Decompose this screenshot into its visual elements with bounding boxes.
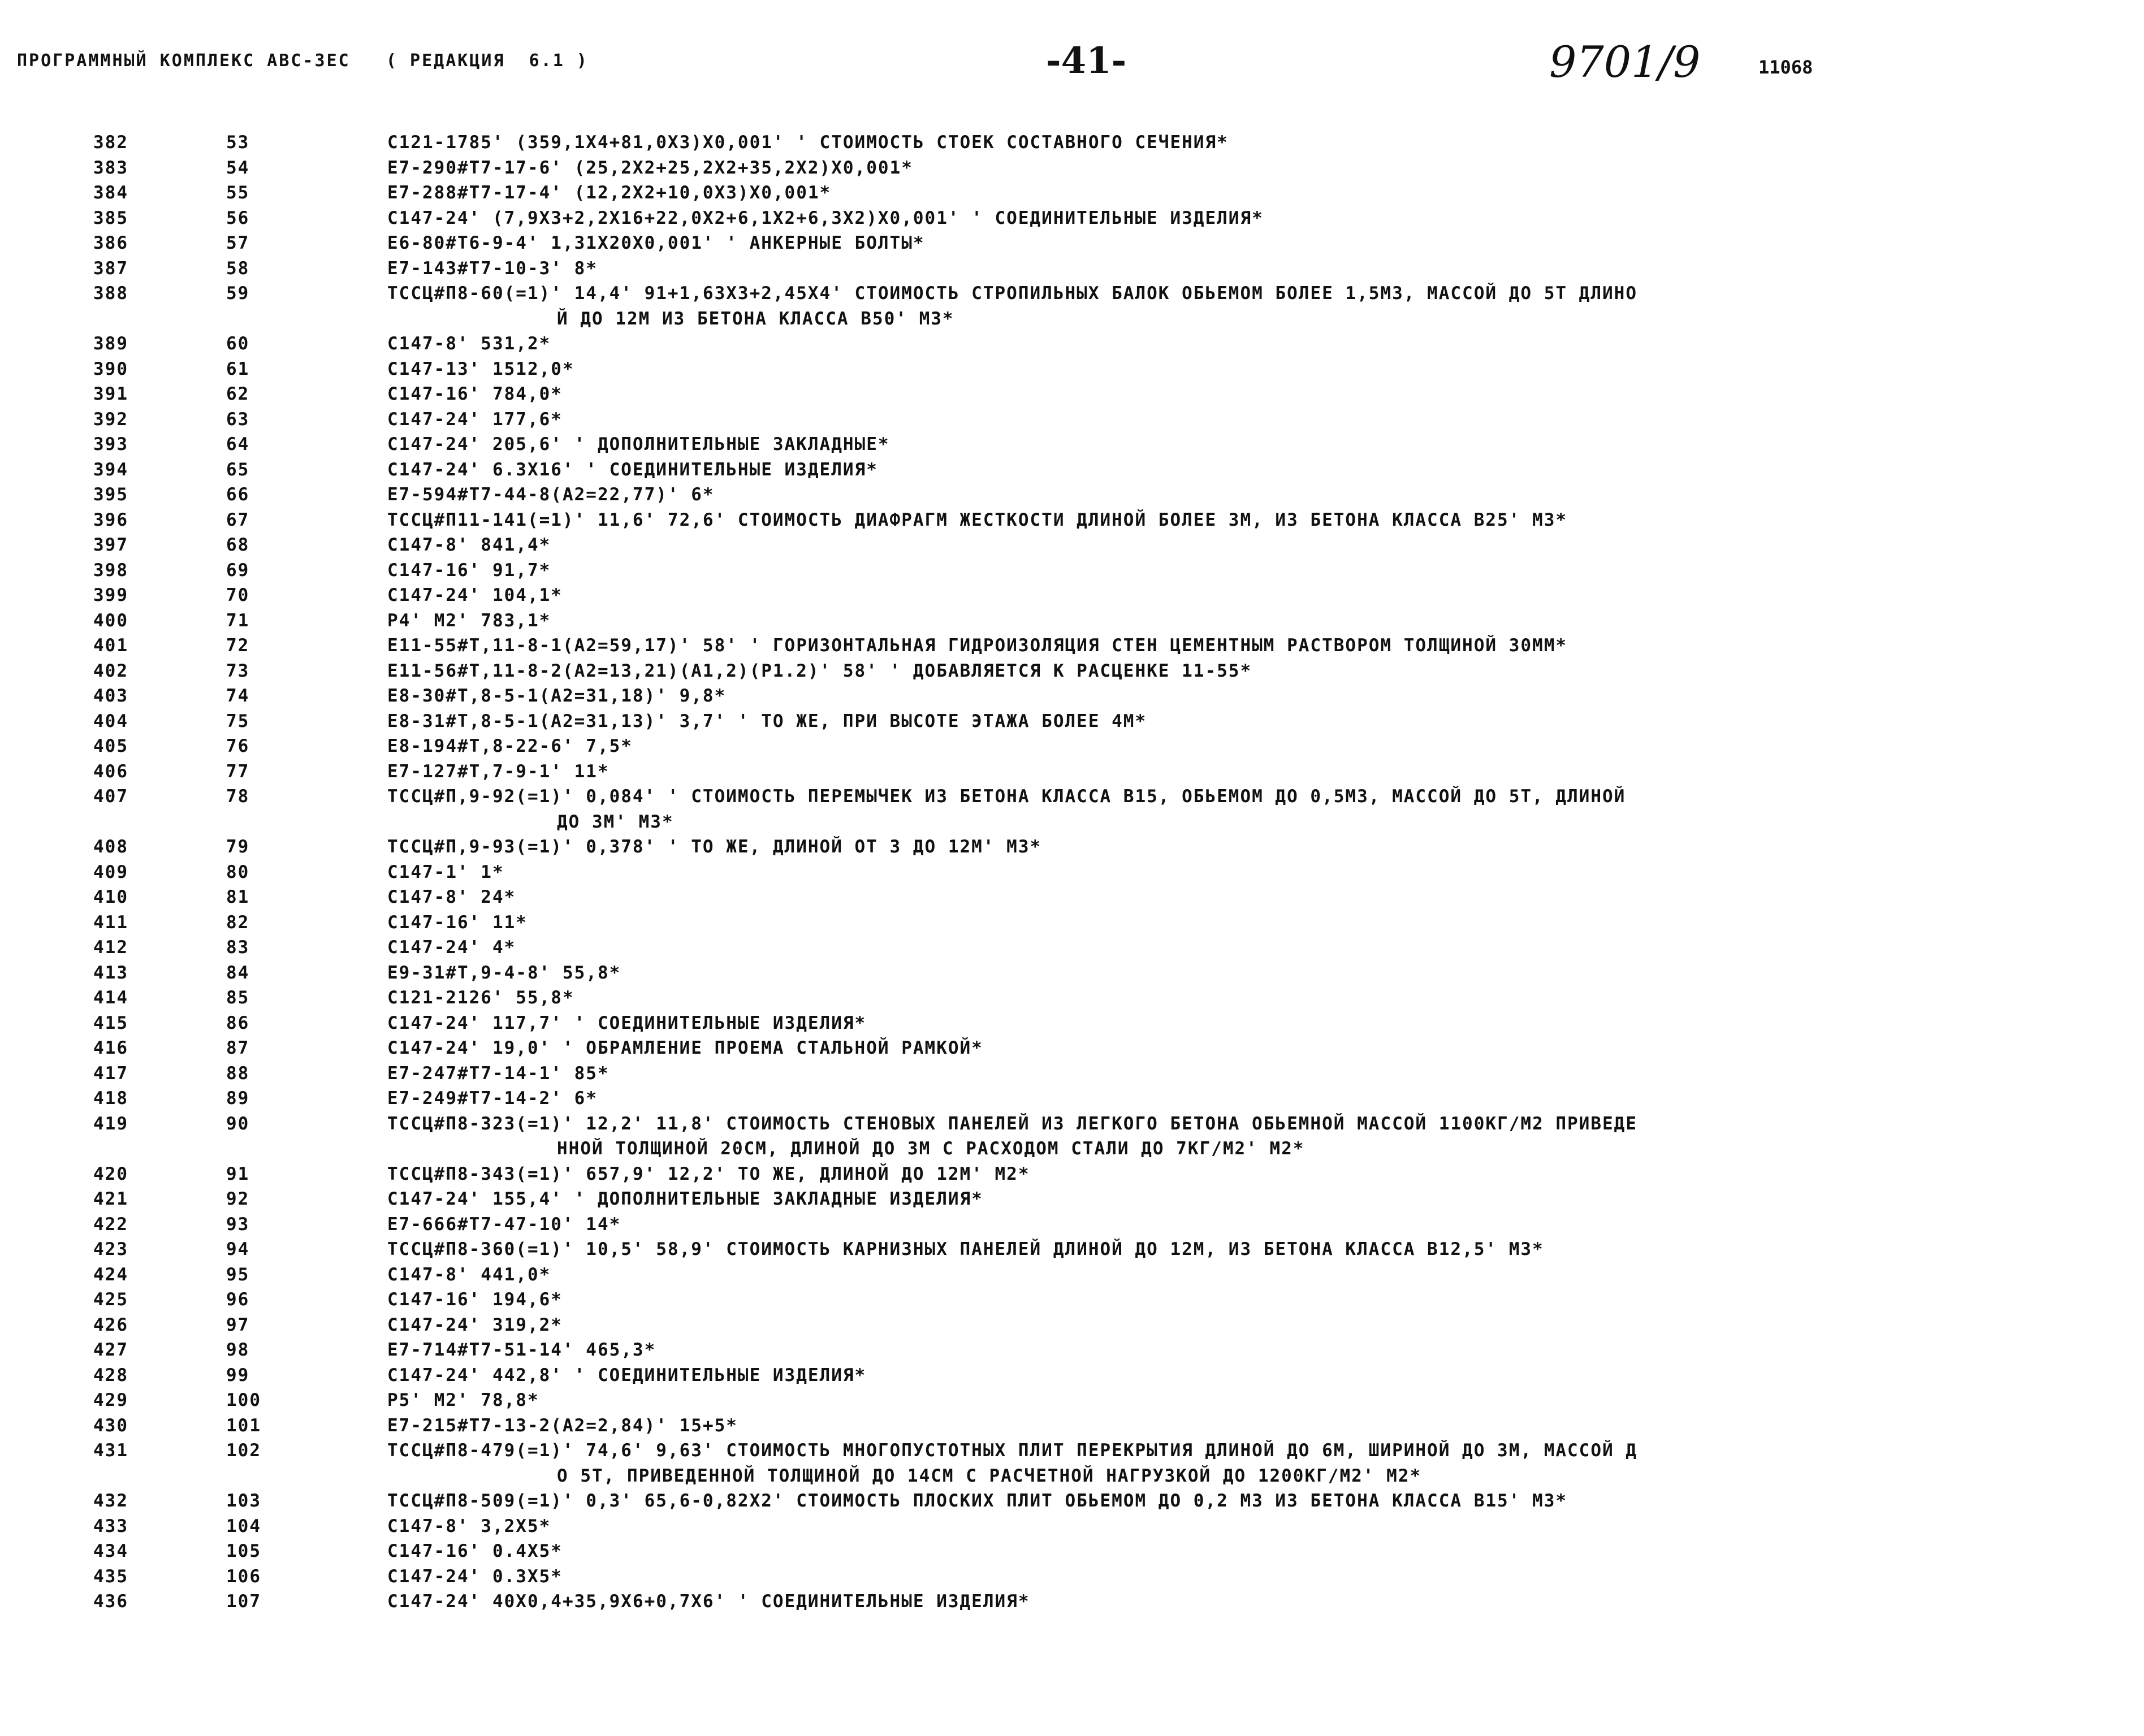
handwritten-number: 9701/9	[1549, 37, 1701, 87]
statement-number: 73	[226, 660, 250, 681]
statement-number: 59	[226, 283, 250, 304]
statement-text: E7-288#T7-17-4' (12,2X2+10,0X3)X0,001*	[387, 183, 832, 203]
listing-row	[0, 206, 2144, 231]
statement-number: 91	[226, 1163, 250, 1184]
listing-row	[0, 834, 2144, 860]
statement-number: 88	[226, 1063, 250, 1084]
line-number: 427	[93, 1340, 128, 1360]
listing-row	[0, 1187, 2144, 1212]
statement-text: E7-215#T7-13-2(A2=2,84)' 15+5*	[387, 1415, 738, 1436]
listing-row	[0, 1363, 2144, 1388]
statement-number: 72	[226, 635, 250, 656]
line-number: 384	[93, 183, 128, 203]
line-number: 407	[93, 786, 128, 807]
line-number: 419	[93, 1113, 128, 1134]
statement-number: 63	[226, 409, 250, 430]
listing-row	[0, 482, 2144, 508]
statement-number: 60	[226, 334, 250, 354]
statement-number: 94	[226, 1239, 250, 1259]
line-number: 432	[93, 1491, 128, 1511]
statement-text: C147-24' 155,4' ' ДОПОЛНИТЕЛЬНЫЕ ЗАКЛАДНЫЕ ИЗДЕЛИЯ*	[387, 1189, 983, 1209]
line-number: 406	[93, 761, 128, 782]
statement-text: E8-30#T,8-5-1(A2=31,18)' 9,8*	[387, 686, 727, 706]
statement-text: C147-16' 784,0*	[387, 384, 563, 404]
statement-number: 98	[226, 1340, 250, 1360]
statement-text: TCCЦ#П8-323(=1)' 12,2' 11,8' СТОИМОСТЬ СТЕНОВЫХ ПАНЕЛЕЙ ИЗ ЛЕГКОГО БЕТОНА ОБЬЕМНОЙ МАССОЙ 1100КГ/М2 ПРИВЕДЕ	[387, 1113, 1638, 1134]
statement-text: E7-290#T7-17-6' (25,2X2+25,2X2+35,2X2)X0,001*	[387, 157, 913, 178]
document-code: 11068	[1758, 57, 1813, 78]
statement-number: 81	[226, 887, 250, 907]
statement-number: 107	[226, 1591, 261, 1612]
statement-number: 66	[226, 484, 250, 505]
statement-text: E8-31#T,8-5-1(A2=31,13)' 3,7' ' ТО ЖЕ, ПРИ ВЫСОТЕ ЭТАЖА БОЛЕЕ 4М*	[387, 711, 1147, 731]
statement-text: C147-8' 24*	[387, 887, 516, 907]
line-number: 408	[93, 837, 128, 857]
statement-text: C147-24' 442,8' ' СОЕДИНИТЕЛЬНЫЕ ИЗДЕЛИЯ*	[387, 1365, 867, 1386]
listing-row	[0, 508, 2144, 533]
statement-text: P4' M2' 783,1*	[387, 610, 551, 631]
statement-number: 56	[226, 207, 250, 228]
statement-number: 102	[226, 1440, 261, 1461]
line-number: 431	[93, 1440, 128, 1461]
listing-row	[0, 1589, 2144, 1614]
program-listing	[0, 130, 2144, 1614]
statement-text: C147-8' 3,2X5*	[387, 1516, 551, 1536]
listing-row	[0, 331, 2144, 357]
listing-row	[0, 633, 2144, 659]
line-number: 428	[93, 1365, 128, 1386]
statement-text: TCCЦ#П8-479(=1)' 74,6' 9,63' СТОИМОСТЬ МНОГОПУСТОТНЫХ ПЛИТ ПЕРЕКРЫТИЯ ДЛИНОЙ ДО 6М, ШИРИНОЙ ДО 3М, МАССОЙ Д	[387, 1440, 1638, 1461]
line-number: 386	[93, 233, 128, 253]
listing-row	[0, 583, 2144, 608]
statement-text: C147-24' 40X0,4+35,9X6+0,7X6' ' СОЕДИНИТЕЛЬНЫЕ ИЗДЕЛИЯ*	[387, 1591, 1030, 1612]
listing-row	[0, 1036, 2144, 1061]
statement-number: 90	[226, 1113, 250, 1134]
line-number: 401	[93, 635, 128, 656]
statement-text: C147-8' 531,2*	[387, 334, 551, 354]
line-number: 396	[93, 509, 128, 530]
listing-row	[0, 457, 2144, 483]
line-number: 416	[93, 1038, 128, 1058]
listing-row	[0, 357, 2144, 382]
listing-row	[0, 1111, 2144, 1162]
listing-row	[0, 960, 2144, 986]
listing-row	[0, 1262, 2144, 1288]
statement-number: 67	[226, 509, 250, 530]
statement-continuation: ДО 3М' М3*	[557, 811, 674, 832]
statement-text: E7-714#T7-51-14' 465,3*	[387, 1340, 656, 1360]
line-number: 402	[93, 660, 128, 681]
listing-row	[0, 1212, 2144, 1237]
statement-number: 70	[226, 585, 250, 605]
statement-text: TCCЦ#П11-141(=1)' 11,6' 72,6' СТОИМОСТЬ ДИАФРАГМ ЖЕСТКОСТИ ДЛИНОЙ БОЛЕЕ 3М, ИЗ БЕТОНА КЛАССА В25' М3*	[387, 509, 1568, 530]
line-number: 397	[93, 535, 128, 555]
statement-number: 105	[226, 1541, 261, 1561]
statement-number: 106	[226, 1566, 261, 1587]
statement-text: E7-249#T7-14-2' 6*	[387, 1088, 598, 1109]
listing-row	[0, 659, 2144, 684]
line-number: 404	[93, 711, 128, 731]
line-number: 385	[93, 207, 128, 228]
line-number: 390	[93, 358, 128, 379]
line-number: 409	[93, 861, 128, 882]
statement-number: 103	[226, 1491, 261, 1511]
statement-text: C147-24' 19,0' ' ОБРАМЛЕНИЕ ПРОЕМА СТАЛЬНОЙ РАМКОЙ*	[387, 1038, 983, 1058]
statement-text: E8-194#T,8-22-6' 7,5*	[387, 736, 633, 756]
listing-row	[0, 1539, 2144, 1564]
listing-row	[0, 683, 2144, 709]
statement-text: E7-666#T7-47-10' 14*	[387, 1214, 621, 1235]
statement-text: E7-143#T7-10-3' 8*	[387, 258, 598, 279]
listing-row	[0, 860, 2144, 885]
line-number: 418	[93, 1088, 128, 1109]
statement-text: TCCЦ#П,9-93(=1)' 0,378' ' ТО ЖЕ, ДЛИНОЙ ОТ 3 ДО 12М' М3*	[387, 837, 1042, 857]
listing-row	[0, 1514, 2144, 1539]
listing-row	[0, 382, 2144, 407]
statement-text: E7-247#T7-14-1' 85*	[387, 1063, 610, 1084]
listing-row	[0, 432, 2144, 457]
listing-row	[0, 256, 2144, 282]
statement-number: 99	[226, 1365, 250, 1386]
listing-row	[0, 935, 2144, 960]
statement-number: 79	[226, 837, 250, 857]
statement-number: 82	[226, 912, 250, 933]
statement-text: C147-8' 841,4*	[387, 535, 551, 555]
listing-row	[0, 1388, 2144, 1413]
statement-number: 85	[226, 988, 250, 1008]
line-number: 387	[93, 258, 128, 279]
statement-text: TCCЦ#П,9-92(=1)' 0,084' ' СТОИМОСТЬ ПЕРЕМЫЧЕК ИЗ БЕТОНА КЛАССА В15, ОБЬЕМОМ ДО 0,5М3, МАССОЙ ДО 5Т, ДЛИНОЙ	[387, 786, 1626, 807]
statement-number: 92	[226, 1189, 250, 1209]
statement-text: TCCЦ#П8-360(=1)' 10,5' 58,9' СТОИМОСТЬ КАРНИЗНЫХ ПАНЕЛЕЙ ДЛИНОЙ ДО 12М, ИЗ БЕТОНА КЛАССА В12,5' М3*	[387, 1239, 1544, 1259]
line-number: 410	[93, 887, 128, 907]
line-number: 420	[93, 1163, 128, 1184]
line-number: 413	[93, 962, 128, 983]
statement-text: C147-24' 117,7' ' СОЕДИНИТЕЛЬНЫЕ ИЗДЕЛИЯ*	[387, 1012, 867, 1033]
listing-row	[0, 608, 2144, 634]
statement-number: 76	[226, 736, 250, 756]
listing-row	[0, 1488, 2144, 1514]
listing-row	[0, 985, 2144, 1011]
listing-row	[0, 885, 2144, 910]
line-number: 392	[93, 409, 128, 430]
statement-text: C147-1' 1*	[387, 861, 504, 882]
statement-number: 80	[226, 861, 250, 882]
line-number: 389	[93, 334, 128, 354]
statement-text: E11-56#T,11-8-2(A2=13,21)(A1,2)(P1.2)' 58' ' ДОБАВЛЯЕТСЯ К РАСЦЕНКЕ 11-55*	[387, 660, 1252, 681]
statement-number: 93	[226, 1214, 250, 1235]
statement-number: 57	[226, 233, 250, 253]
line-number: 435	[93, 1566, 128, 1587]
line-number: 415	[93, 1012, 128, 1033]
listing-row	[0, 759, 2144, 785]
statement-number: 68	[226, 535, 250, 555]
listing-row	[0, 1564, 2144, 1590]
statement-text: C147-16' 0.4X5*	[387, 1541, 563, 1561]
statement-text: E7-127#T,7-9-1' 11*	[387, 761, 610, 782]
listing-row	[0, 231, 2144, 256]
statement-number: 58	[226, 258, 250, 279]
line-number: 422	[93, 1214, 128, 1235]
statement-number: 104	[226, 1516, 261, 1536]
statement-text: E9-31#T,9-4-8' 55,8*	[387, 962, 621, 983]
page-number: -41-	[1046, 40, 1127, 82]
statement-number: 96	[226, 1289, 250, 1310]
statement-number: 89	[226, 1088, 250, 1109]
statement-number: 84	[226, 962, 250, 983]
page-header	[0, 37, 2144, 96]
statement-text: C147-24' 0.3X5*	[387, 1566, 563, 1587]
statement-text: C121-2126' 55,8*	[387, 988, 574, 1008]
line-number: 436	[93, 1591, 128, 1612]
listing-row	[0, 1287, 2144, 1313]
line-number: 434	[93, 1541, 128, 1561]
line-number: 395	[93, 484, 128, 505]
statement-continuation: О 5Т, ПРИВЕДЕННОЙ ТОЛЩИНОЙ ДО 14СМ С РАСЧЕТНОЙ НАГРУЗКОЙ ДО 1200КГ/М2' М2*	[557, 1465, 1422, 1486]
listing-row	[0, 734, 2144, 759]
listing-row	[0, 180, 2144, 206]
statement-text: E7-594#T7-44-8(A2=22,77)' 6*	[387, 484, 715, 505]
statement-number: 86	[226, 1012, 250, 1033]
listing-row	[0, 910, 2144, 936]
statement-text: C147-16' 91,7*	[387, 560, 551, 581]
line-number: 405	[93, 736, 128, 756]
line-number: 421	[93, 1189, 128, 1209]
statement-number: 74	[226, 686, 250, 706]
statement-text: C147-24' (7,9X3+2,2X16+22,0X2+6,1X2+6,3X2)X0,001' ' СОЕДИНИТЕЛЬНЫЕ ИЗДЕЛИЯ*	[387, 207, 1264, 228]
statement-text: C147-13' 1512,0*	[387, 358, 574, 379]
line-number: 433	[93, 1516, 128, 1536]
line-number: 412	[93, 937, 128, 958]
line-number: 391	[93, 384, 128, 404]
line-number: 425	[93, 1289, 128, 1310]
line-number: 417	[93, 1063, 128, 1084]
line-number: 430	[93, 1415, 128, 1436]
statement-text: E6-80#T6-9-4' 1,31X20X0,001' ' АНКЕРНЫЕ БОЛТЫ*	[387, 233, 925, 253]
statement-number: 71	[226, 610, 250, 631]
listing-row	[0, 558, 2144, 583]
line-number: 429	[93, 1390, 128, 1410]
line-number: 403	[93, 686, 128, 706]
statement-text: C147-24' 6.3X16' ' СОЕДИНИТЕЛЬНЫЕ ИЗДЕЛИЯ*	[387, 459, 878, 480]
listing-row	[0, 281, 2144, 331]
statement-number: 55	[226, 183, 250, 203]
line-number: 426	[93, 1314, 128, 1335]
listing-row	[0, 130, 2144, 155]
line-number: 399	[93, 585, 128, 605]
statement-text: C147-8' 441,0*	[387, 1264, 551, 1285]
statement-number: 97	[226, 1314, 250, 1335]
statement-text: P5' M2' 78,8*	[387, 1390, 539, 1410]
statement-text: C147-24' 104,1*	[387, 585, 563, 605]
statement-text: C121-1785' (359,1X4+81,0X3)X0,001' ' СТОИМОСТЬ СТОЕК СОСТАВНОГО СЕЧЕНИЯ*	[387, 132, 1229, 153]
statement-number: 62	[226, 384, 250, 404]
listing-row	[0, 709, 2144, 734]
statement-number: 100	[226, 1390, 261, 1410]
line-number: 394	[93, 459, 128, 480]
listing-row	[0, 1086, 2144, 1111]
statement-number: 87	[226, 1038, 250, 1058]
line-number: 414	[93, 988, 128, 1008]
listing-row	[0, 1061, 2144, 1086]
listing-row	[0, 407, 2144, 432]
statement-text: C147-24' 4*	[387, 937, 516, 958]
statement-number: 77	[226, 761, 250, 782]
statement-text: C147-16' 11*	[387, 912, 528, 933]
line-number: 388	[93, 283, 128, 304]
listing-row	[0, 1337, 2144, 1363]
statement-number: 65	[226, 459, 250, 480]
line-number: 398	[93, 560, 128, 581]
statement-text: E11-55#T,11-8-1(A2=59,17)' 58' ' ГОРИЗОНТАЛЬНАЯ ГИДРОИЗОЛЯЦИЯ СТЕН ЦЕМЕНТНЫМ РАСТВОРОМ ТОЛЩИНОЙ 30ММ*	[387, 635, 1568, 656]
statement-text: TCCЦ#П8-509(=1)' 0,3' 65,6-0,82X2' СТОИМОСТЬ ПЛОСКИХ ПЛИТ ОБЬЕМОМ ДО 0,2 М3 ИЗ БЕТОНА КЛАССА В15' М3*	[387, 1491, 1568, 1511]
statement-number: 83	[226, 937, 250, 958]
statement-text: C147-16' 194,6*	[387, 1289, 563, 1310]
statement-number: 53	[226, 132, 250, 153]
listing-row	[0, 1162, 2144, 1187]
line-number: 383	[93, 157, 128, 178]
listing-row	[0, 1011, 2144, 1036]
listing-row	[0, 1237, 2144, 1262]
line-number: 411	[93, 912, 128, 933]
line-number: 424	[93, 1264, 128, 1285]
listing-row	[0, 1438, 2144, 1488]
line-number: 382	[93, 132, 128, 153]
statement-number: 61	[226, 358, 250, 379]
listing-row	[0, 1313, 2144, 1338]
statement-number: 75	[226, 711, 250, 731]
program-title: ПРОГРАММНЫЙ КОМПЛЕКС АВС-ЗЕС ( РЕДАКЦИЯ 6.1 )	[17, 51, 589, 71]
statement-number: 54	[226, 157, 250, 178]
statement-number: 69	[226, 560, 250, 581]
statement-continuation: Й ДО 12М ИЗ БЕТОНА КЛАССА В50' М3*	[557, 308, 954, 329]
statement-continuation: ННОЙ ТОЛЩИНОЙ 20СМ, ДЛИНОЙ ДО 3М С РАСХОДОМ СТАЛИ ДО 7КГ/М2' М2*	[557, 1138, 1305, 1159]
line-number: 400	[93, 610, 128, 631]
line-number: 393	[93, 434, 128, 454]
statement-number: 78	[226, 786, 250, 807]
statement-number: 64	[226, 434, 250, 454]
statement-number: 95	[226, 1264, 250, 1285]
statement-text: C147-24' 319,2*	[387, 1314, 563, 1335]
statement-text: TCCЦ#П8-343(=1)' 657,9' 12,2' ТО ЖЕ, ДЛИНОЙ ДО 12М' М2*	[387, 1163, 1030, 1184]
listing-row	[0, 155, 2144, 181]
listing-row	[0, 1413, 2144, 1439]
line-number: 423	[93, 1239, 128, 1259]
listing-row	[0, 533, 2144, 558]
statement-text: TCCЦ#П8-60(=1)' 14,4' 91+1,63X3+2,45X4' СТОИМОСТЬ СТРОПИЛЬНЫХ БАЛОК ОБЬЕМОМ БОЛЕЕ 1,5М3, МАССОЙ ДО 5Т ДЛИНО	[387, 283, 1638, 304]
statement-text: C147-24' 177,6*	[387, 409, 563, 430]
listing-row	[0, 784, 2144, 834]
statement-text: C147-24' 205,6' ' ДОПОЛНИТЕЛЬНЫЕ ЗАКЛАДНЫЕ*	[387, 434, 890, 454]
statement-number: 101	[226, 1415, 261, 1436]
